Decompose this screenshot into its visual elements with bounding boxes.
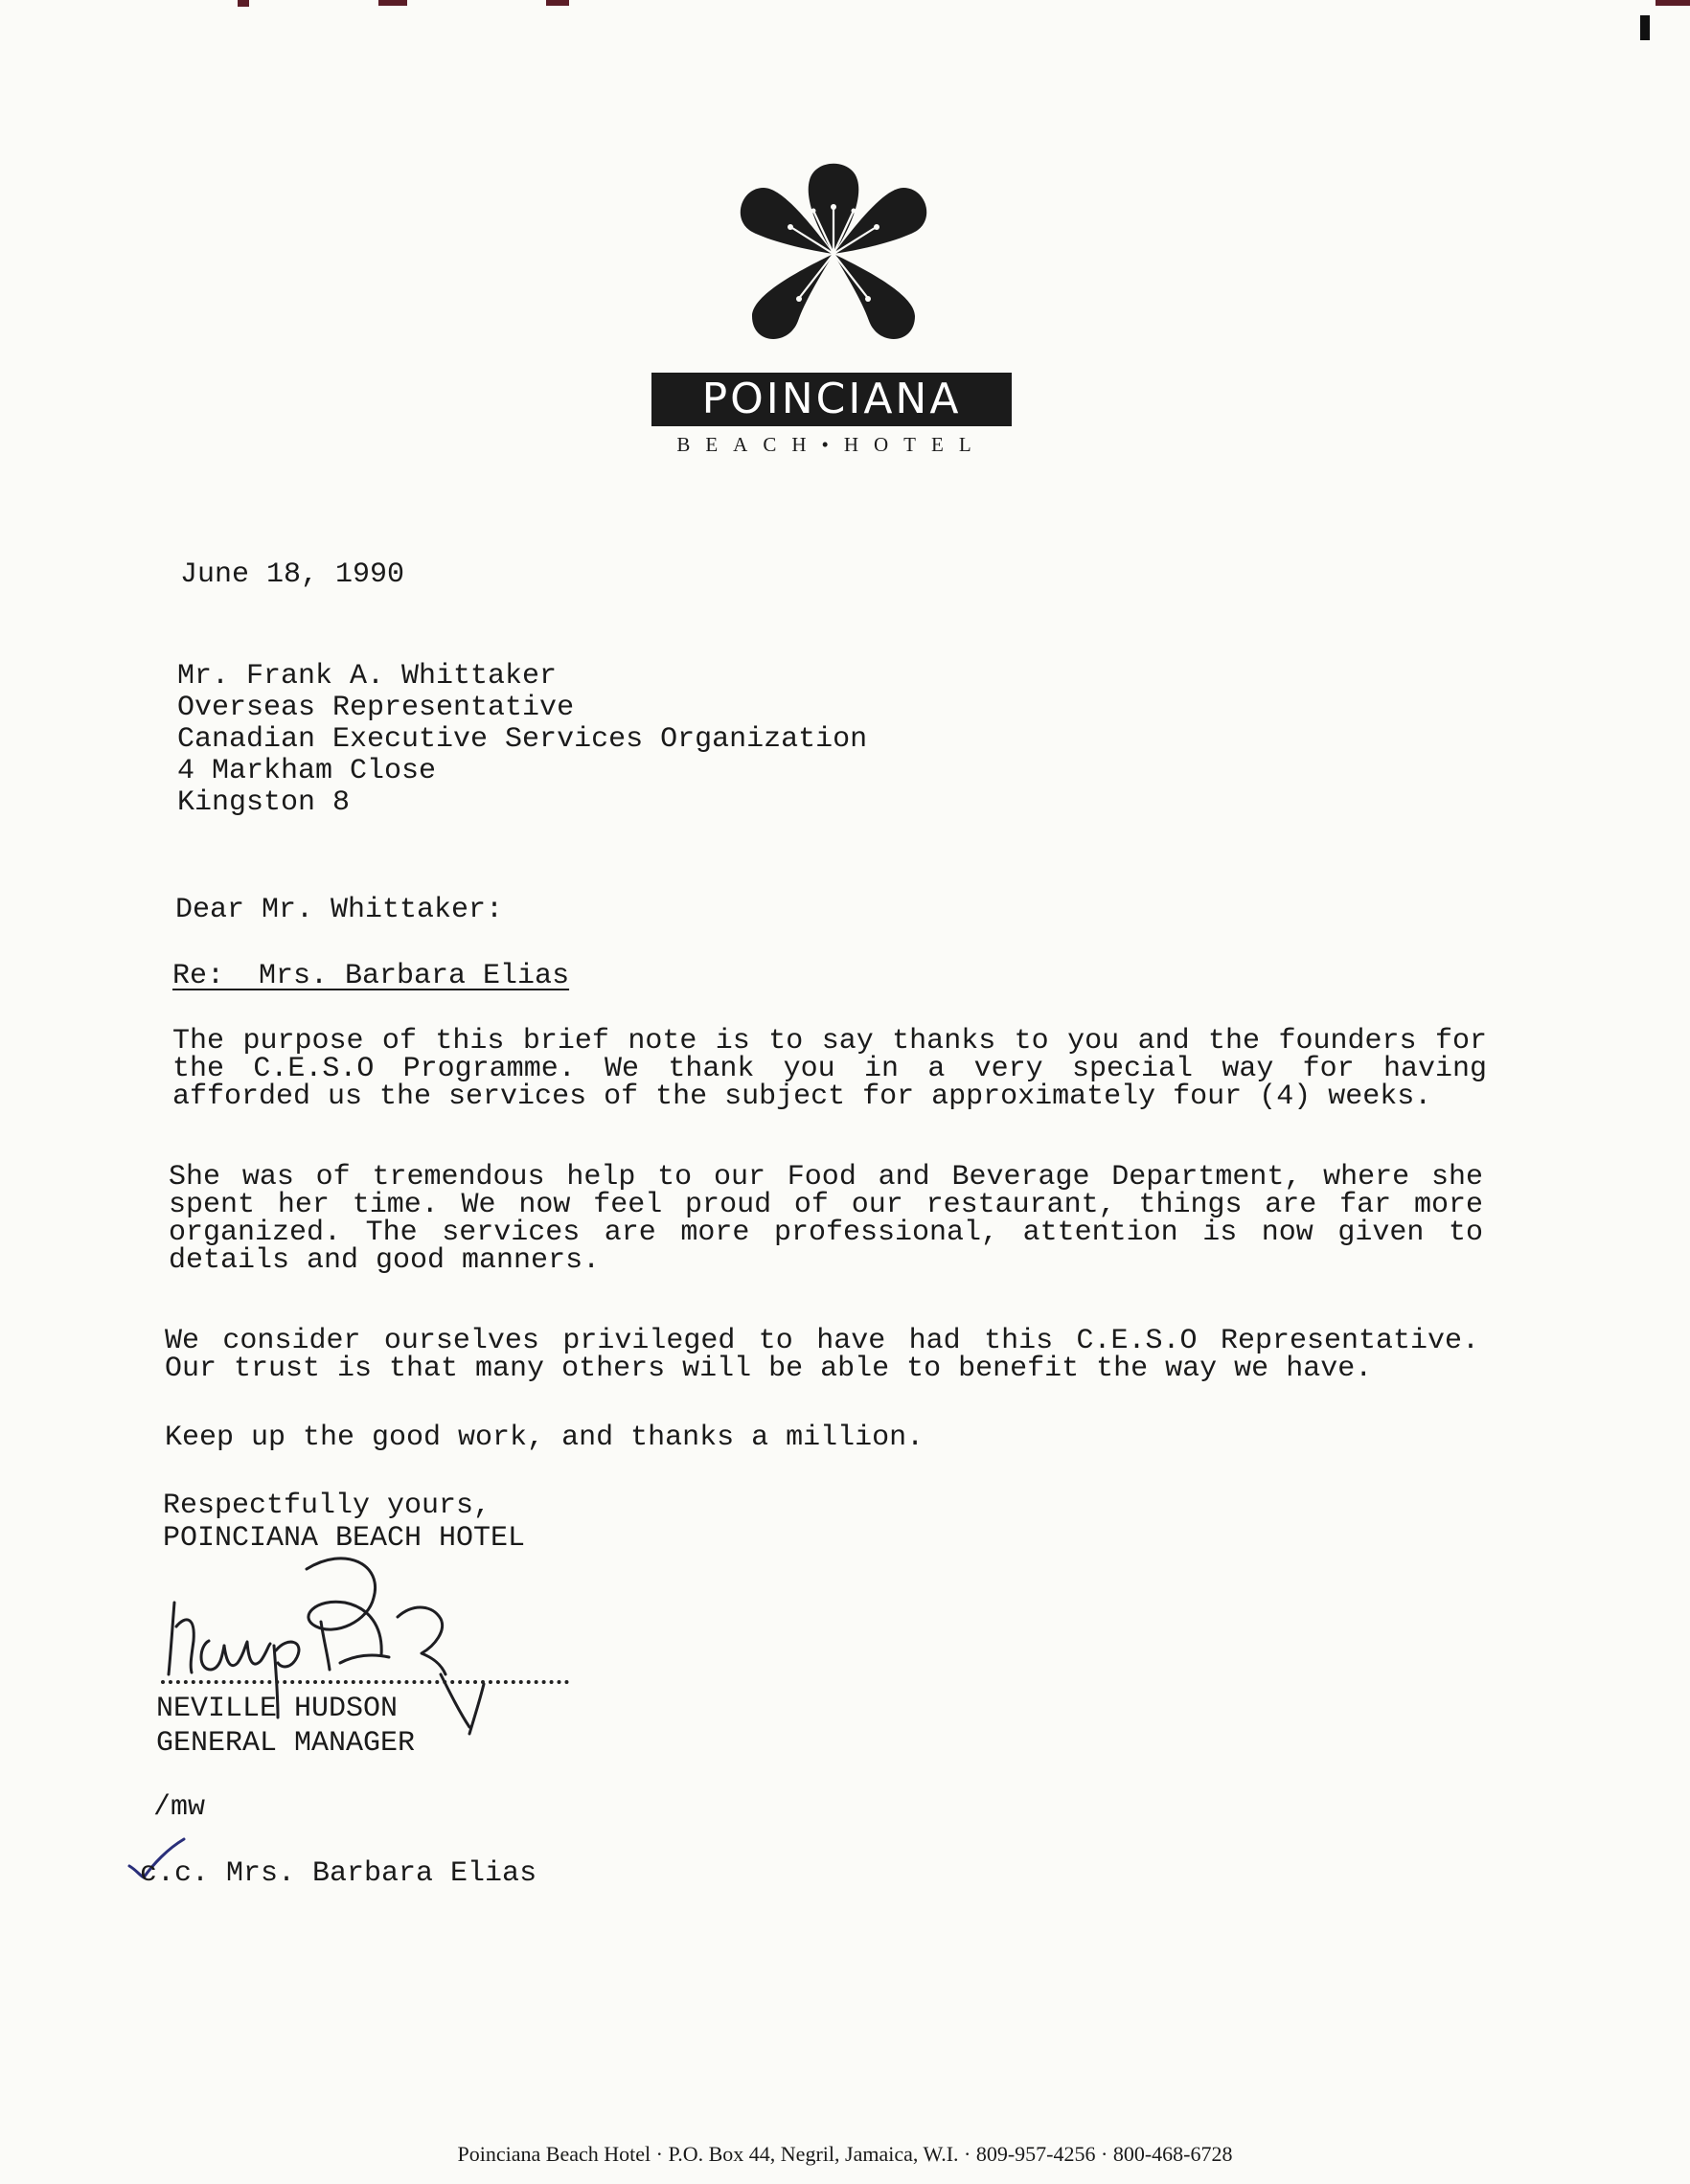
salutation: Dear Mr. Whittaker:	[175, 894, 504, 926]
scan-edge-mark	[238, 0, 249, 7]
scan-edge-mark	[546, 0, 569, 6]
scan-edge-mark	[378, 0, 407, 6]
carbon-copy-line: c.c. Mrs. Barbara Elias	[140, 1857, 537, 1890]
body-paragraph: We consider ourselves privileged to have had this C.E.S.O Representative. Our trust is that many others will be able to benefit the way we have.	[165, 1325, 1479, 1385]
recipient-title: Overseas Representative	[177, 692, 575, 724]
letter-date: June 18, 1990	[180, 558, 405, 591]
body-paragraph: Keep up the good work, and thanks a million.	[165, 1422, 925, 1454]
recipient-organization: Canadian Executive Services Organization	[177, 723, 868, 756]
scan-edge-mark	[1640, 15, 1650, 40]
hotel-name: POINCIANA	[701, 375, 962, 423]
closing-company: POINCIANA BEACH HOTEL	[163, 1522, 526, 1555]
body-paragraph: She was of tremendous help to our Food and Beverage Department, where she spent her time. We now feel proud of our restaurant, things are far more organized. The services are more professional, attention is now given to details and good manners.	[169, 1161, 1483, 1277]
subject-line: Re: Mrs. Barbara Elias	[172, 960, 570, 992]
signer-title: GENERAL MANAGER	[156, 1727, 416, 1760]
hotel-subtitle: BEACH•HOTEL	[676, 433, 987, 456]
hotel-name-banner	[651, 373, 1012, 426]
recipient-address	[177, 661, 867, 819]
typist-initials: /mw	[153, 1791, 206, 1824]
recipient-name: Mr. Frank A. Whittaker	[177, 660, 558, 693]
poinciana-flower-logo	[723, 144, 944, 364]
recipient-street: 4 Markham Close	[177, 755, 437, 787]
closing-phrase: Respectfully yours,	[163, 1490, 491, 1522]
signer-block	[156, 1692, 415, 1761]
closing-block	[163, 1490, 525, 1555]
signature-line	[161, 1680, 569, 1684]
recipient-city: Kingston 8	[177, 786, 351, 819]
signer-name: NEVILLE HUDSON	[156, 1693, 399, 1725]
body-paragraph: The purpose of this brief note is to say thanks to you and the founders for the C.E.S.O Programme. We thank you in a very special way for having afforded us the services of the subject for approximately four (4) weeks.	[172, 1025, 1487, 1113]
scan-edge-mark	[1656, 0, 1690, 6]
letterhead-footer: Poinciana Beach Hotel · P.O. Box 44, Negril, Jamaica, W.I. · 809-957-4256 · 800-468-6728	[457, 2142, 1233, 2166]
